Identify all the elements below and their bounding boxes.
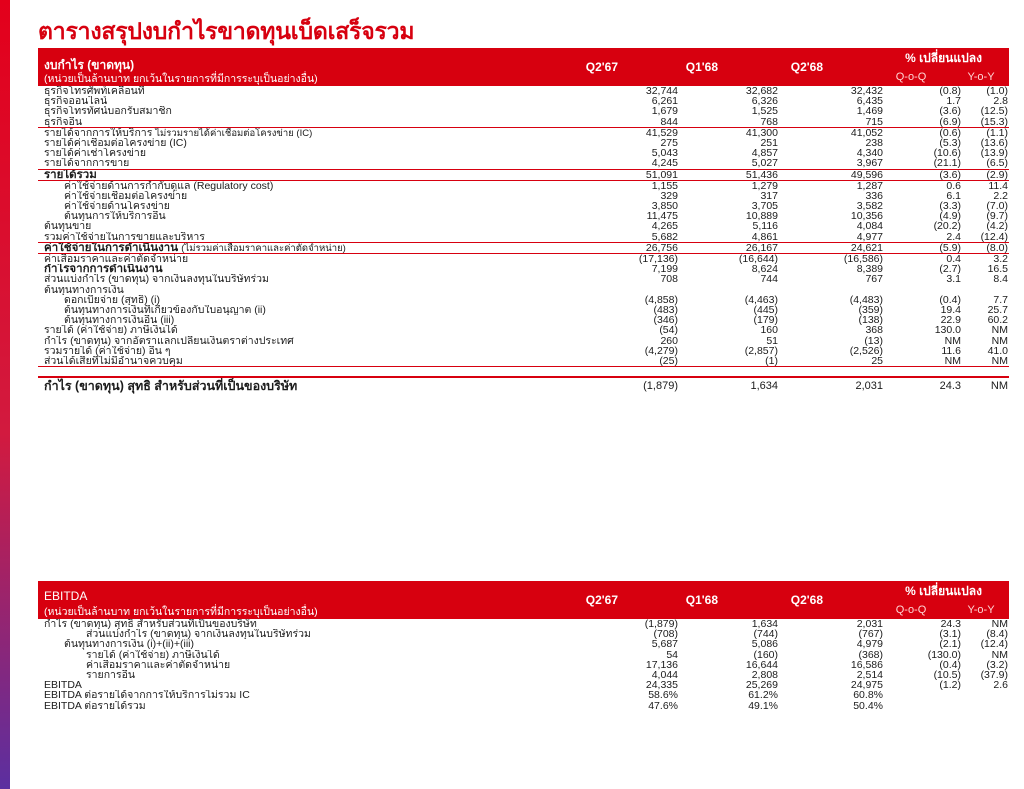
cell-value: 51 (766, 334, 778, 347)
cell-value: 5,682 (651, 230, 678, 243)
table-row (38, 356, 1009, 367)
unit-note: (หน่วยเป็นล้านบาท ยกเว้นในรายการที่มีการระบุเป็นอย่างอื่น) (44, 73, 318, 85)
cell-value: 2,031 (855, 380, 883, 393)
cell-value: 2,808 (751, 668, 778, 681)
row-label (44, 325, 178, 335)
cell-value: 24.3 (939, 380, 961, 393)
row-label-text: ส่วนแบ่งกำไร (ขาดทุน) จากเงินลงทุนในบริษัทร่วม (86, 629, 311, 640)
cell-value: 6.1 (946, 189, 961, 202)
cell-value: 3.1 (946, 273, 961, 286)
cell-value: 3,967 (856, 157, 883, 170)
cell-value: (5.3) (939, 136, 961, 149)
table-row (38, 346, 1009, 356)
row-label (44, 254, 188, 264)
cell-value: 6,326 (751, 95, 778, 108)
cell-value: (3.6) (939, 105, 961, 118)
cell-value: 11.4 (988, 179, 1008, 192)
row-label-text: EBITDA ต่อรายได้จากการให้บริการไม่รวม IC (44, 690, 250, 701)
income-statement-table (38, 48, 1009, 395)
row-label-text: ค่าใช้จ่ายเชื่อมต่อโครงข่าย (64, 190, 188, 202)
cell-value: 19.4 (940, 303, 961, 316)
cell-value: 130.0 (934, 324, 961, 337)
cell-value: 24.3 (940, 618, 961, 630)
row-label (44, 264, 163, 274)
row-label (44, 690, 250, 700)
page-title: ตารางสรุปงบกำไรขาดทุนเบ็ดเสร็จรวม (38, 18, 415, 44)
row-label-text: รายได้ค่าเช่าโครงข่าย (44, 148, 146, 159)
cell-value: (5.9) (939, 241, 961, 254)
row-label (44, 86, 145, 96)
cell-value: (16,644) (738, 253, 778, 265)
row-label (64, 639, 194, 649)
row-label (44, 378, 297, 395)
cell-value: (4,483) (849, 293, 883, 306)
row-label-text: ธุรกิจอื่น (44, 116, 83, 127)
table-title: EBITDA (44, 589, 88, 603)
cell-value: (37.9) (980, 668, 1008, 681)
cell-value: 1.7 (946, 95, 961, 108)
row-label-text: ค่าใช้จ่ายในการดำเนินงาน (44, 242, 179, 254)
cell-value: (25) (659, 354, 678, 367)
row-label (86, 670, 135, 680)
table-row (38, 274, 1009, 284)
row-label (44, 106, 172, 116)
col-header-q2-67: Q2'67 (585, 60, 618, 74)
row-label-text: กำไรจากการดำเนินงาน (44, 264, 163, 275)
table-row (38, 169, 1009, 180)
row-label (44, 346, 171, 356)
cell-value: NM (991, 354, 1008, 367)
cell-value: 1,634 (750, 380, 778, 393)
unit-note: (หน่วยเป็นล้านบาท ยกเว้นในรายการที่มีการระบุเป็นอย่างอื่น) (44, 606, 318, 618)
cell-value: 4,245 (651, 157, 678, 170)
cell-value: NM (991, 618, 1008, 630)
cell-value: 11.6 (941, 344, 961, 357)
qoq-header: Q-o-Q (895, 71, 927, 83)
row-label-text: รายได้จากการให้บริการ (44, 127, 153, 139)
cell-value: 238 (865, 136, 883, 149)
row-label-text: รวมรายได้ (ค่าใช้จ่าย) อื่น ๆ (44, 345, 171, 356)
cell-value: 715 (865, 115, 883, 128)
row-label-text: ต้นทุนทางการเงินอื่น (iii) (64, 315, 175, 326)
table-row (38, 315, 1009, 325)
cell-value: 41,300 (745, 126, 778, 139)
row-label-text: ค่าเสื่อมราคาและค่าตัดจำหน่าย (44, 254, 189, 265)
cell-value: 49.1% (748, 699, 778, 712)
cell-value: (0.8) (939, 85, 961, 97)
cell-value: 160 (760, 324, 778, 337)
cell-value: 51,091 (645, 168, 678, 181)
table-row (38, 180, 1009, 191)
cell-value: (1) (765, 354, 778, 367)
cell-value: 41,529 (645, 126, 678, 139)
cell-value: (4.9) (939, 210, 961, 223)
cell-value: NM (944, 354, 961, 367)
cell-value: 10,889 (745, 210, 778, 223)
row-label-text: ส่วนได้เสียที่ไม่มีอำนาจควบคุม (44, 355, 183, 367)
col-header-q2-68: Q2'68 (790, 593, 823, 607)
row-label (44, 148, 146, 158)
cell-value: 50.4% (853, 699, 883, 712)
cell-value: 1,469 (856, 105, 883, 118)
table-row (38, 242, 1009, 253)
cell-value: 24,621 (850, 241, 883, 254)
cell-value: (160) (753, 648, 778, 661)
row-label-text: ค่าใช้จ่ายด้านการกำกับดูแล (Regulatory cost) (64, 180, 274, 191)
table-row (38, 117, 1009, 127)
cell-value: 25.7 (987, 303, 1008, 316)
cell-value: (3.3) (939, 200, 961, 213)
row-label-text: ต้นทุนทางการเงิน (i)+(ii)+(iii) (64, 639, 194, 650)
row-label (64, 201, 170, 211)
cell-value: 49,596 (850, 168, 883, 181)
cell-value: (130.0) (927, 648, 961, 661)
cell-value: 25,269 (745, 679, 778, 692)
row-label-text: รวมค่าใช้จ่ายในการขายและบริหาร (44, 231, 205, 242)
table-body (38, 86, 1009, 395)
row-label-text: กำไร (ขาดทุน) สุทธิ สำหรับส่วนที่เป็นของบริษัท (44, 379, 298, 394)
cell-value: (2,526) (849, 344, 883, 357)
cell-value: 10,356 (850, 210, 883, 223)
cell-value: (346) (653, 314, 678, 327)
table-body (38, 619, 1009, 711)
col-header-q1-68: Q1'68 (685, 593, 718, 607)
row-label-text: รายได้จากการขาย (44, 158, 130, 169)
cell-value: (2.7) (939, 263, 961, 276)
cell-value: 47.6% (648, 699, 678, 712)
cell-value: (179) (753, 314, 778, 327)
row-label-text: ธุรกิจโทรศัพท์เคลื่อนที่ (44, 86, 145, 97)
row-label-text: รายได้ (ค่าใช้จ่าย) ภาษีเงินได้ (44, 325, 178, 336)
cell-value: (0.4) (939, 658, 961, 671)
cell-value: (368) (858, 648, 883, 661)
row-label (44, 619, 257, 629)
row-label (64, 211, 166, 221)
row-label (44, 170, 97, 180)
cell-value: 2.2 (993, 189, 1008, 202)
table-row (38, 264, 1009, 274)
table-row (38, 376, 1009, 395)
cell-value: 4,265 (651, 220, 678, 233)
cell-value: (1,879) (644, 618, 678, 630)
cell-value: 26,756 (645, 241, 678, 254)
row-label (86, 629, 311, 639)
cell-value: (359) (858, 303, 883, 316)
cell-value: 336 (865, 189, 883, 202)
cell-value: 24,975 (850, 679, 883, 692)
col-header-q2-67: Q2'67 (585, 593, 618, 607)
cell-value: 5,116 (752, 220, 778, 233)
row-label-text: ต้นทุนขาย (44, 221, 92, 232)
cell-value: 317 (760, 189, 778, 202)
row-label (44, 117, 82, 127)
row-label (44, 680, 82, 690)
cell-value: (13.9) (980, 147, 1008, 160)
cell-value: 8,389 (856, 263, 883, 276)
cell-value: 4,979 (856, 638, 883, 651)
cell-value: (2.1) (939, 638, 961, 651)
cell-value: (17,136) (638, 253, 678, 265)
cell-value: (13.6) (980, 136, 1008, 149)
cell-value: 26,167 (745, 241, 778, 254)
row-label-text: ส่วนแบ่งกำไร (ขาดทุน) จากเงินลงทุนในบริษัทร่วม (44, 274, 269, 285)
cell-value: 1,679 (651, 105, 678, 118)
cell-value: (2,857) (744, 344, 778, 357)
row-label (44, 336, 294, 346)
change-header: % เปลี่ยนแปลง (905, 584, 982, 598)
cell-value: (138) (858, 314, 883, 327)
cell-value: (3.6) (939, 168, 961, 181)
cell-value: (767) (858, 628, 883, 641)
cell-value: 260 (660, 334, 678, 347)
cell-value: 708 (660, 273, 678, 286)
row-label-text: กำไร (ขาดทุน) จากอัตราแลกเปลี่ยนเงินตราต่างประเทศ (44, 335, 294, 346)
cell-value: 3.2 (993, 253, 1008, 265)
cell-value: (4,858) (644, 293, 678, 306)
cell-value: (1.0) (986, 85, 1008, 97)
cell-value: (4,463) (744, 293, 778, 306)
cell-value: 61.2% (748, 689, 778, 702)
row-label-text: รายการอื่น (86, 669, 136, 681)
row-label (44, 285, 124, 295)
cell-value: 24,335 (645, 679, 678, 692)
table-row (38, 106, 1009, 116)
cell-value: (0.6) (939, 126, 961, 139)
cell-value: (15.3) (980, 115, 1008, 128)
row-label (44, 232, 205, 242)
row-label-text: EBITDA (44, 680, 82, 691)
cell-value: 275 (660, 136, 678, 149)
cell-value: (1,879) (643, 380, 678, 393)
row-label (44, 96, 107, 106)
cell-value: 1,525 (751, 105, 778, 118)
cell-value: 0.4 (946, 253, 961, 265)
table-title: งบกำไร (ขาดทุน) (44, 58, 135, 72)
cell-value: (13) (864, 334, 883, 347)
cell-value: 7,199 (651, 263, 678, 276)
cell-value: (3.2) (986, 658, 1008, 671)
cell-value: 60.8% (853, 689, 883, 702)
cell-value: 4,861 (751, 230, 778, 243)
row-label-text: กำไร (ขาดทุน) สุทธิ สำหรับส่วนที่เป็นของบริษัท (44, 619, 257, 630)
cell-value: 3,705 (751, 200, 778, 213)
cell-value: 7.7 (993, 293, 1008, 306)
col-header-q1-68: Q1'68 (685, 60, 718, 74)
row-label-text: ค่าเสื่อมราคาและค่าตัดจำหน่าย (86, 659, 231, 670)
row-label (64, 315, 174, 325)
cell-value: NM (991, 324, 1008, 337)
row-label-text: ธุรกิจโทรทัศน์บอกรับสมาชิก (44, 106, 172, 117)
cell-value: (3.1) (939, 628, 961, 641)
row-label-text: ต้นทุนการให้บริการอื่น (64, 211, 166, 222)
cell-value: 5,687 (651, 638, 678, 651)
cell-value: (1.1) (986, 126, 1008, 139)
row-label-text: ต้นทุนทางการเงินที่เกี่ยวข้องกับใบอนุญาต (ii) (64, 304, 266, 316)
cell-value: 0.6 (946, 179, 961, 192)
table-row (38, 232, 1009, 242)
cell-value: 368 (865, 324, 883, 337)
cell-value: (445) (753, 303, 778, 316)
row-label (44, 701, 146, 711)
cell-value: (8.4) (986, 628, 1008, 641)
cell-value: 8,624 (751, 263, 778, 276)
row-label-text: ดอกเบี้ยจ่าย (สุทธิ) (i) (64, 294, 160, 305)
cell-value: 767 (865, 273, 883, 286)
row-label (64, 191, 187, 201)
cell-value: (2.9) (986, 168, 1008, 181)
cell-value: 6,261 (651, 95, 678, 108)
cell-value: (6.9) (939, 115, 961, 128)
cell-value: 17,136 (645, 658, 678, 671)
cell-value: (54) (659, 324, 678, 337)
cell-value: (0.4) (939, 293, 961, 306)
yoy-header: Y-o-Y (967, 604, 995, 616)
cell-value: 6,435 (856, 95, 883, 108)
row-label-note: ไม่รวมรายได้ค่าเชื่อมต่อโครงข่าย (IC) (155, 127, 313, 139)
cell-value: 4,857 (751, 147, 778, 160)
cell-value: 22.9 (940, 314, 961, 327)
row-label (64, 305, 266, 315)
row-label (44, 221, 91, 231)
row-label (86, 650, 220, 660)
cell-value: 3,582 (856, 200, 883, 213)
cell-value: (6.5) (986, 157, 1008, 170)
cell-value: 16,586 (850, 658, 883, 671)
yoy-header: Y-o-Y (967, 71, 995, 83)
cell-value: 32,682 (745, 85, 778, 97)
cell-value: 41,052 (850, 126, 883, 139)
cell-value: (708) (653, 628, 678, 641)
cell-value: 4,977 (856, 230, 883, 243)
cell-value: (7.0) (986, 200, 1008, 213)
ebitda-table (38, 581, 1009, 711)
row-label (44, 138, 187, 148)
cell-value: NM (991, 334, 1008, 347)
cell-value: NM (944, 334, 961, 347)
row-label (64, 181, 273, 191)
row-label (86, 660, 230, 670)
row-label-text: EBITDA ต่อรายได้รวม (44, 700, 146, 711)
cell-value: 1,155 (651, 179, 678, 192)
table-row (38, 690, 1009, 700)
row-label-text: ค่าใช้จ่ายด้านโครงข่าย (64, 201, 170, 212)
cell-value: (1.2) (939, 679, 961, 692)
col-header-q2-68: Q2'68 (790, 60, 823, 74)
row-label-text: รายได้ (ค่าใช้จ่าย) ภาษีเงินได้ (86, 649, 220, 660)
cell-value: (12.4) (980, 230, 1008, 243)
cell-value: (10.5) (933, 668, 961, 681)
cell-value: 2.6 (993, 679, 1008, 692)
cell-value: (744) (753, 628, 778, 641)
table-header (38, 581, 1009, 619)
cell-value: 5,027 (751, 157, 778, 170)
cell-value: 768 (760, 115, 778, 128)
cell-value: 5,086 (751, 638, 778, 651)
cell-value: 2,514 (856, 668, 883, 681)
cell-value: 2.4 (946, 230, 961, 243)
table-row (38, 701, 1009, 711)
cell-value: (9.7) (986, 210, 1008, 223)
row-label (64, 295, 160, 305)
cell-value: 3,850 (651, 200, 678, 213)
row-label-note: (ไม่รวมค่าเสื่อมราคาและค่าตัดจำหน่าย) (181, 242, 346, 254)
cell-value: (8.0) (986, 241, 1008, 254)
cell-value: 844 (660, 115, 678, 128)
cell-value: 5,043 (651, 147, 678, 160)
cell-value: 744 (760, 273, 778, 286)
side-accent-bar (0, 0, 10, 789)
cell-value: 251 (760, 136, 778, 149)
cell-value: (21.1) (933, 157, 961, 170)
cell-value: NM (991, 648, 1008, 661)
qoq-header: Q-o-Q (895, 604, 927, 616)
cell-value: 41.0 (987, 344, 1008, 357)
cell-value: 4,044 (651, 668, 678, 681)
cell-value: (12.5) (980, 105, 1008, 118)
cell-value: (4.2) (986, 220, 1008, 233)
cell-value: 8.4 (993, 273, 1008, 286)
cell-value: 1,287 (856, 179, 883, 192)
cell-value: (12.4) (980, 638, 1008, 651)
cell-value: (483) (653, 303, 678, 316)
row-label-text: ต้นทุนทางการเงิน (44, 284, 124, 295)
cell-value: (4,279) (644, 344, 678, 357)
cell-value: 16.5 (987, 263, 1008, 276)
row-label-text: ธุรกิจออนไลน์ (44, 96, 108, 107)
table-row (38, 158, 1009, 168)
cell-value: 32,744 (645, 85, 678, 97)
table-header (38, 48, 1009, 86)
table-row (38, 127, 1009, 138)
cell-value: 54 (666, 648, 678, 661)
cell-value: 1,634 (751, 618, 778, 630)
cell-value: 2.8 (993, 95, 1008, 108)
cell-value: 51,436 (745, 168, 778, 181)
cell-value: 4,340 (856, 147, 883, 160)
cell-value: 1,279 (751, 179, 778, 192)
cell-value: NM (990, 380, 1008, 393)
cell-value: 25 (871, 354, 883, 367)
cell-value: 16,644 (745, 658, 778, 671)
cell-value: 11,475 (646, 210, 678, 223)
cell-value: 2,031 (856, 618, 883, 630)
row-label (44, 274, 269, 284)
cell-value: 4,084 (856, 220, 883, 233)
row-label (44, 158, 129, 168)
cell-value: (10.6) (933, 147, 961, 160)
cell-value: 329 (660, 189, 678, 202)
row-label (44, 356, 183, 366)
row-label-text: รายได้ค่าเชื่อมต่อโครงข่าย (IC) (44, 137, 187, 149)
cell-value: 32,432 (850, 85, 883, 97)
change-header: % เปลี่ยนแปลง (905, 51, 982, 65)
table-row (38, 325, 1009, 335)
cell-value: (20.2) (933, 220, 961, 233)
cell-value: 60.2 (987, 314, 1008, 327)
row-label-text: รายได้รวม (44, 169, 97, 180)
cell-value: (16,586) (843, 253, 883, 265)
cell-value: 58.6% (648, 689, 678, 702)
